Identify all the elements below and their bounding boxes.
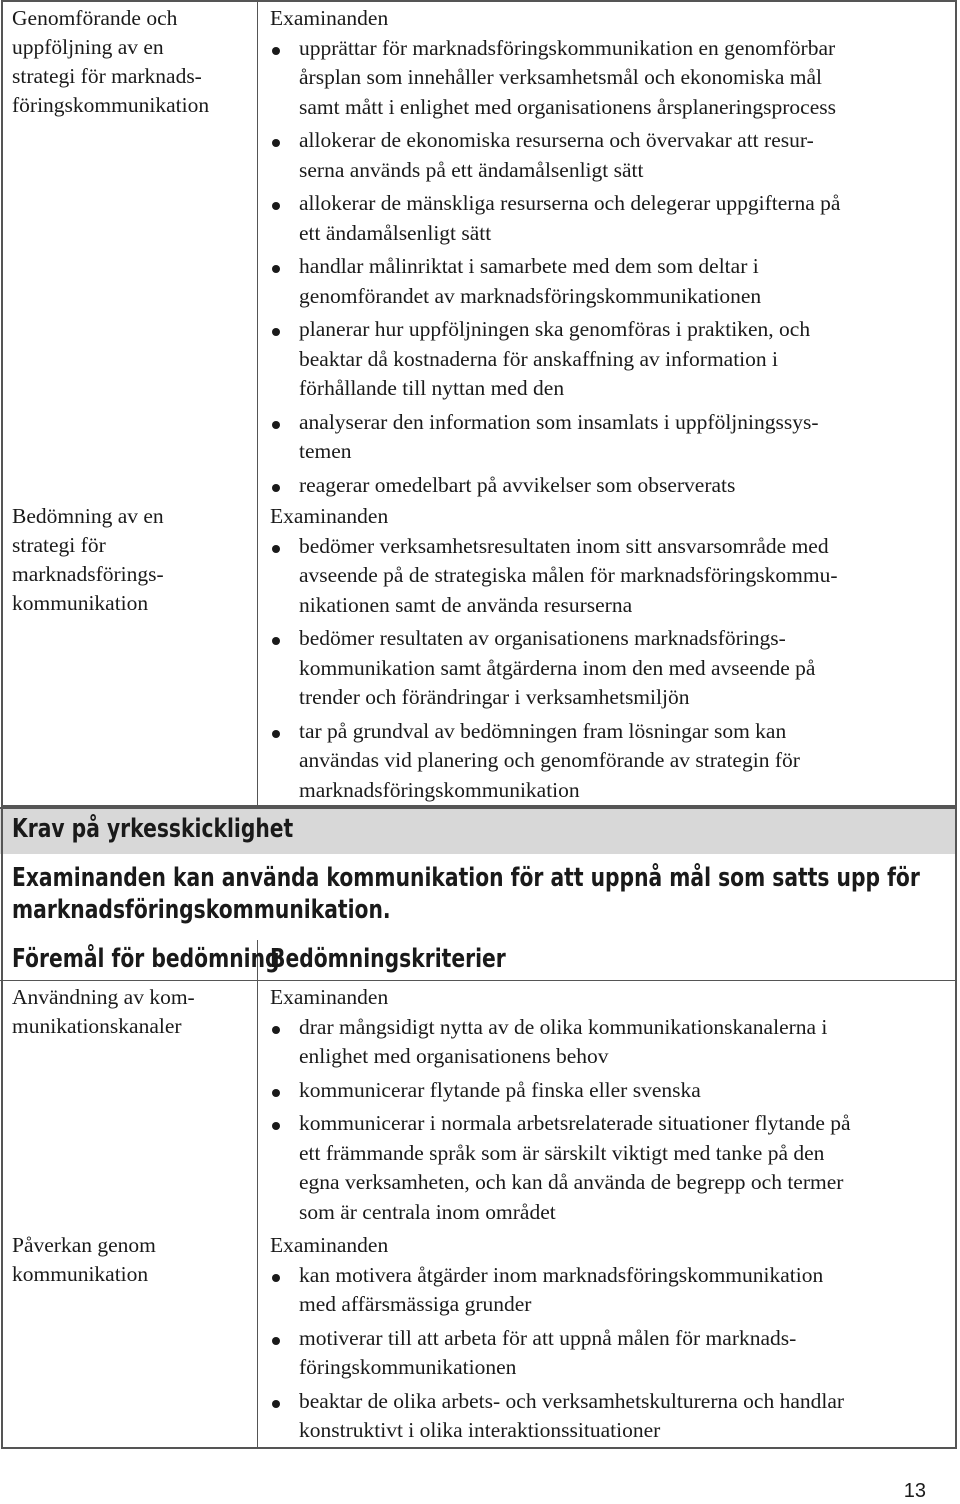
criterion-item — [270, 189, 946, 248]
object-line: Bedömning av en — [12, 504, 164, 528]
criterion-line: marknadsföringskommunikation — [299, 777, 580, 802]
criterion-line: kan motivera åtgärder inom marknadsföringskommunikation — [299, 1262, 824, 1287]
criteria-list — [270, 532, 946, 806]
criteria-list — [270, 1261, 946, 1446]
object-line: Genomförande och — [12, 6, 178, 30]
bullet-icon — [272, 1089, 280, 1097]
criterion-line: temen — [299, 439, 352, 463]
criterion-item — [270, 624, 946, 713]
criterion-line: allokerar de ekonomiska resurserna och övervakar att resur- — [299, 128, 814, 152]
krav-title: Krav på yrkesskicklighet — [12, 814, 294, 844]
object-bedomning — [12, 502, 252, 618]
bullet-icon — [272, 1122, 280, 1130]
criteria-bedomning — [270, 502, 946, 809]
bullet-icon — [272, 202, 280, 210]
criterion-line: beaktar då kostnaderna för anskaffning av information i — [299, 346, 779, 371]
criterion-line: kommunicerar i normala arbetsrelaterade situationer flytande på — [299, 1111, 851, 1135]
object-line: strategi för marknads- — [12, 64, 202, 88]
criterion-line: nikationen samt de använda resurserna — [299, 592, 633, 617]
criterion-line: reagerar omedelbart på avvikelser som observerats — [299, 472, 736, 497]
criterion-line: ett ändamålsenligt sätt — [299, 220, 492, 245]
criterion-line: ett främmande språk som är särskilt viktigt med tanke på den — [299, 1140, 825, 1165]
criterion-line: konstruktivt i olika interaktionssituationer — [299, 1418, 661, 1442]
criterion-item — [270, 1076, 946, 1106]
criteria-anvandning — [270, 983, 946, 1231]
criterion-line: allokerar de mänskliga resurserna och delegerar uppgifterna på — [299, 191, 841, 215]
criterion-line: tar på grundval av bedömningen fram lösningar som kan — [299, 718, 787, 743]
criterion-item — [270, 315, 946, 404]
bullet-icon — [272, 730, 280, 738]
criteria-list — [270, 1013, 946, 1228]
criterion-item — [270, 471, 946, 501]
criterion-line: upprättar för marknadsföringskommunikation en genomförbar — [299, 35, 836, 60]
object-line: föringskommunikation — [12, 93, 210, 117]
bullet-icon — [272, 265, 280, 273]
criterion-item — [270, 1387, 946, 1446]
object-line: kommunikation — [12, 591, 149, 615]
criterion-line: användas vid planering och genomförande av strategin för — [299, 748, 800, 772]
criterion-item — [270, 1324, 946, 1383]
bullet-icon — [272, 1337, 280, 1345]
object-line: kommunikation — [12, 1262, 149, 1286]
examinanden-label: Examinanden — [270, 1233, 389, 1257]
examinanden-label: Examinanden — [270, 504, 389, 528]
criterion-item — [270, 408, 946, 467]
bullet-icon — [272, 637, 280, 645]
krav-text-line: Examinanden kan använda kommunikation för att uppnå mål som satts upp för — [12, 863, 920, 893]
criterion-item — [270, 717, 946, 806]
criterion-line: beaktar de olika arbets- och verksamhetskulturerna och handlar — [299, 1388, 845, 1413]
criterion-line: analyserar den information som insamlats i uppföljningssys- — [299, 409, 819, 434]
criterion-line: samt mått i enlighet med organisationens årsplaneringsprocess — [299, 94, 836, 119]
column-divider-top — [257, 0, 258, 807]
column-header-object: Föremål för bedömning — [12, 944, 280, 974]
criterion-line: planerar hur uppföljningen ska genomföras i praktiken, och — [299, 317, 811, 341]
krav-text-line: marknadsföringskommunikation. — [12, 895, 391, 925]
column-divider-bottom — [257, 940, 258, 1449]
object-anvandning — [12, 983, 252, 1041]
criteria-list — [270, 34, 946, 501]
object-line: strategi för — [12, 533, 106, 557]
column-header-criteria: Bedömningskriterier — [270, 944, 506, 974]
criterion-item — [270, 1109, 946, 1227]
bullet-icon — [272, 545, 280, 553]
criterion-line: serna används på ett ändamålsenligt sätt — [299, 157, 644, 182]
examinanden-label: Examinanden — [270, 985, 389, 1009]
object-paverkan — [12, 1231, 252, 1289]
criterion-item — [270, 126, 946, 185]
criteria-paverkan — [270, 1231, 946, 1450]
criterion-line: föringskommunikationen — [299, 1355, 517, 1379]
bullet-icon — [272, 1274, 280, 1282]
criterion-line: kommunikation samt åtgärderna inom den med avseende på — [299, 655, 816, 680]
criterion-line: enlighet med organisationens behov — [299, 1044, 609, 1068]
criterion-item — [270, 1013, 946, 1072]
criterion-item — [270, 252, 946, 311]
criterion-line: som är centrala inom området — [299, 1199, 556, 1224]
bullet-icon — [272, 139, 280, 147]
bullet-icon — [272, 1400, 280, 1408]
examinanden-label: Examinanden — [270, 6, 389, 30]
criterion-line: kommunicerar flytande på finska eller svenska — [299, 1077, 701, 1102]
criterion-line: med affärsmässiga grunder — [299, 1292, 532, 1316]
criterion-line: förhållande till nyttan med den — [299, 376, 565, 400]
object-line: uppföljning av en — [12, 35, 164, 59]
header-rule — [0, 980, 956, 981]
criterion-item — [270, 34, 946, 123]
criterion-line: motiverar till att arbeta för att uppnå målen för marknads- — [299, 1325, 797, 1350]
object-line: marknadsförings- — [12, 562, 164, 586]
criterion-line: drar mångsidigt nytta av de olika kommunikationskanalerna i — [299, 1014, 828, 1039]
criterion-line: handlar målinriktat i samarbete med dem som deltar i — [299, 254, 759, 278]
bullet-icon — [272, 484, 280, 492]
object-genomforande — [12, 4, 252, 120]
bullet-icon — [272, 47, 280, 55]
criterion-line: årsplan som innehåller verksamhetsmål och ekonomiska mål — [299, 65, 823, 89]
criterion-item — [270, 1261, 946, 1320]
bullet-icon — [272, 1026, 280, 1034]
bullet-icon — [272, 421, 280, 429]
object-line: munikationskanaler — [12, 1014, 182, 1038]
criterion-line: trender och förändringar i verksamhetsmiljön — [299, 685, 690, 709]
criterion-item — [270, 532, 946, 621]
criteria-genomforande — [270, 4, 946, 504]
criterion-line: bedömer resultaten av organisationens marknadsförings- — [299, 626, 786, 650]
criterion-line: bedömer verksamhetsresultaten inom sitt ansvarsområde med — [299, 533, 829, 558]
bullet-icon — [272, 328, 280, 336]
object-line: Användning av kom- — [12, 985, 195, 1009]
page-number: 13 — [903, 1480, 926, 1502]
criterion-line: genomförandet av marknadsföringskommunikationen — [299, 283, 762, 308]
criterion-line: avseende på de strategiska målen för marknadsföringskommu- — [299, 563, 838, 587]
criterion-line: egna verksamheten, och kan då använda de begrepp och termer — [299, 1170, 844, 1194]
object-line: Påverkan genom — [12, 1233, 156, 1257]
